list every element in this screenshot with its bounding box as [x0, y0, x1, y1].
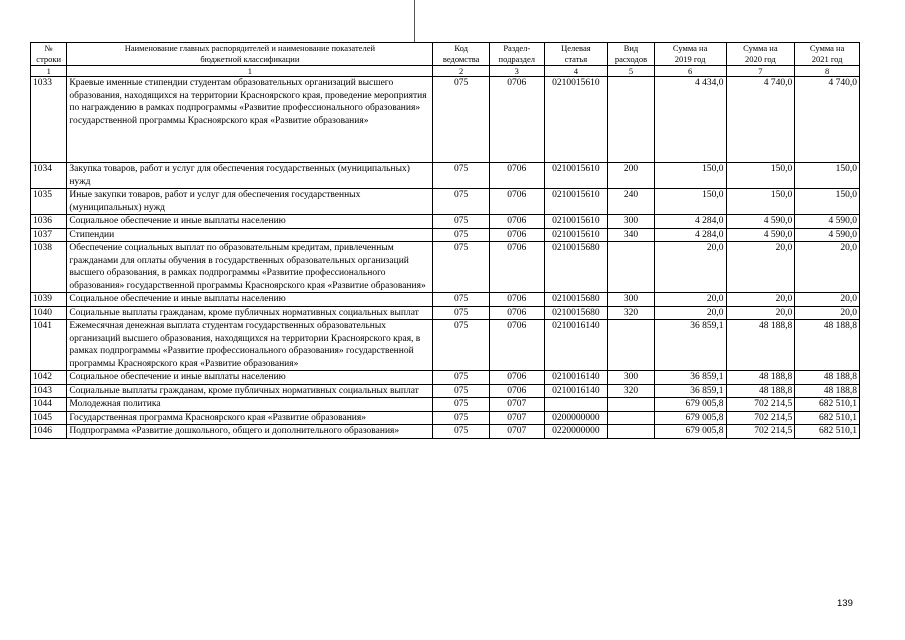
column-number: 1 [67, 66, 433, 77]
row-section: 0706 [489, 371, 544, 385]
row-expense-type [608, 425, 655, 439]
row-sum-2021: 682 510,1 [795, 411, 860, 425]
column-number: 1 [31, 66, 67, 77]
table-row [31, 163, 860, 189]
scan-artifact-line [414, 0, 415, 42]
row-expense-type: 300 [608, 215, 655, 229]
row-sum-2020: 20,0 [726, 293, 795, 307]
row-name: Социальное обеспечение и иные выплаты населению [67, 293, 433, 307]
row-target-article: 0210015610 [544, 215, 608, 229]
header-sum-2020: Сумма на 2020 год [726, 43, 795, 66]
row-dept-code: 075 [433, 371, 490, 385]
row-number: 1042 [31, 371, 67, 385]
row-dept-code: 075 [433, 320, 490, 371]
row-name: Социальное обеспечение и иные выплаты населению [67, 371, 433, 385]
row-sum-2020: 4 740,0 [726, 77, 795, 163]
row-sum-2019: 679 005,8 [654, 398, 726, 412]
row-name: Подпрограмма «Развитие дошкольного, общего и дополнительного образования» [67, 425, 433, 439]
header-dept-code: Код ведомства [433, 43, 490, 66]
row-target-article: 0200000000 [544, 411, 608, 425]
row-number: 1033 [31, 77, 67, 163]
row-section: 0706 [489, 77, 544, 163]
header-row [31, 43, 860, 66]
row-sum-2019: 36 859,1 [654, 371, 726, 385]
row-sum-2019: 20,0 [654, 293, 726, 307]
row-sum-2020: 150,0 [726, 163, 795, 189]
row-sum-2021: 20,0 [795, 293, 860, 307]
row-dept-code: 075 [433, 163, 490, 189]
row-number: 1046 [31, 425, 67, 439]
row-dept-code: 075 [433, 425, 490, 439]
budget-table [30, 42, 860, 439]
row-expense-type: 340 [608, 228, 655, 242]
row-sum-2019: 4 284,0 [654, 215, 726, 229]
row-dept-code: 075 [433, 411, 490, 425]
row-name: Социальные выплаты гражданам, кроме публичных нормативных социальных выплат [67, 306, 433, 320]
row-expense-type: 200 [608, 163, 655, 189]
row-sum-2021: 682 510,1 [795, 398, 860, 412]
row-sum-2019: 4 284,0 [654, 228, 726, 242]
row-sum-2021: 4 590,0 [795, 215, 860, 229]
row-dept-code: 075 [433, 293, 490, 307]
row-sum-2020: 20,0 [726, 242, 795, 293]
table-row [31, 242, 860, 293]
row-section: 0706 [489, 189, 544, 215]
row-section: 0706 [489, 215, 544, 229]
row-expense-type [608, 398, 655, 412]
column-number: 5 [608, 66, 655, 77]
row-sum-2019: 150,0 [654, 189, 726, 215]
row-name: Стипендии [67, 228, 433, 242]
row-section: 0706 [489, 306, 544, 320]
row-number: 1037 [31, 228, 67, 242]
row-sum-2021: 150,0 [795, 163, 860, 189]
row-section: 0706 [489, 320, 544, 371]
row-sum-2019: 36 859,1 [654, 384, 726, 398]
row-sum-2020: 702 214,5 [726, 425, 795, 439]
table-row [31, 384, 860, 398]
column-number: 4 [544, 66, 608, 77]
row-sum-2021: 20,0 [795, 306, 860, 320]
header-target-article: Целевая статья [544, 43, 608, 66]
row-section: 0706 [489, 228, 544, 242]
row-dept-code: 075 [433, 306, 490, 320]
row-section: 0706 [489, 293, 544, 307]
header-section: Раздел- подраздел [489, 43, 544, 66]
row-target-article: 0210015680 [544, 293, 608, 307]
row-sum-2019: 4 434,0 [654, 77, 726, 163]
row-name: Иные закупки товаров, работ и услуг для обеспечения государственных (муниципальных) нужд [67, 189, 433, 215]
table-row [31, 215, 860, 229]
column-number: 7 [726, 66, 795, 77]
row-name: Обеспечение социальных выплат по образовательным кредитам, привлеченным гражданами для оплаты обучения в государственных образовательных организаций высшего образования, в рамках подпрограммы «Развитие профессионального образования» государственной программы Красноярского края «Развитие образования» [67, 242, 433, 293]
row-dept-code: 075 [433, 189, 490, 215]
row-expense-type: 300 [608, 293, 655, 307]
row-dept-code: 075 [433, 228, 490, 242]
row-expense-type: 240 [608, 189, 655, 215]
row-expense-type [608, 411, 655, 425]
header-sum-2021: Сумма на 2021 год [795, 43, 860, 66]
row-dept-code: 075 [433, 384, 490, 398]
row-number: 1040 [31, 306, 67, 320]
row-target-article: 0210015680 [544, 306, 608, 320]
row-number: 1034 [31, 163, 67, 189]
table-row [31, 320, 860, 371]
row-section: 0707 [489, 411, 544, 425]
row-sum-2019: 20,0 [654, 306, 726, 320]
row-sum-2021: 48 188,8 [795, 320, 860, 371]
row-sum-2020: 48 188,8 [726, 371, 795, 385]
row-name: Краевые именные стипендии студентам образовательных организаций высшего образования, находящихся на территории Красноярского края, проведение мероприятия по награждению в рамках подпрограммы «Развитие профессионального образования» государственной программы Красноярского края «Развитие образования» [67, 77, 433, 163]
page-number: 139 [837, 598, 853, 609]
table-row [31, 306, 860, 320]
row-section: 0706 [489, 384, 544, 398]
row-sum-2021: 150,0 [795, 189, 860, 215]
row-expense-type: 320 [608, 306, 655, 320]
row-number: 1044 [31, 398, 67, 412]
row-sum-2021: 48 188,8 [795, 384, 860, 398]
row-sum-2020: 48 188,8 [726, 384, 795, 398]
column-number: 3 [489, 66, 544, 77]
column-number: 2 [433, 66, 490, 77]
row-section: 0707 [489, 425, 544, 439]
row-target-article: 0210015610 [544, 163, 608, 189]
row-expense-type [608, 242, 655, 293]
row-expense-type: 300 [608, 371, 655, 385]
row-sum-2019: 150,0 [654, 163, 726, 189]
row-expense-type [608, 320, 655, 371]
row-sum-2019: 36 859,1 [654, 320, 726, 371]
row-dept-code: 075 [433, 242, 490, 293]
table-row [31, 293, 860, 307]
row-section: 0706 [489, 163, 544, 189]
row-target-article: 0210016140 [544, 384, 608, 398]
header-row-number: № строки [31, 43, 67, 66]
row-target-article: 0220000000 [544, 425, 608, 439]
row-sum-2020: 48 188,8 [726, 320, 795, 371]
table-row [31, 189, 860, 215]
row-name: Социальное обеспечение и иные выплаты населению [67, 215, 433, 229]
row-number: 1041 [31, 320, 67, 371]
row-target-article [544, 398, 608, 412]
row-target-article: 0210015610 [544, 77, 608, 163]
row-target-article: 0210015610 [544, 228, 608, 242]
row-section: 0706 [489, 242, 544, 293]
row-dept-code: 075 [433, 215, 490, 229]
row-target-article: 0210015680 [544, 242, 608, 293]
table-row [31, 371, 860, 385]
header-name: Наименование главных распорядителей и наименование показателей бюджетной классификации [67, 43, 433, 66]
row-expense-type [608, 77, 655, 163]
row-sum-2019: 20,0 [654, 242, 726, 293]
row-number: 1043 [31, 384, 67, 398]
row-sum-2021: 682 510,1 [795, 425, 860, 439]
table-row [31, 77, 860, 163]
row-dept-code: 075 [433, 77, 490, 163]
row-name: Молодежная политика [67, 398, 433, 412]
row-number: 1045 [31, 411, 67, 425]
row-sum-2020: 4 590,0 [726, 215, 795, 229]
row-number: 1036 [31, 215, 67, 229]
row-dept-code: 075 [433, 398, 490, 412]
row-name: Ежемесячная денежная выплата студентам государственных образовательных организаций высшего образования, находящихся на территории Красноярского края, в рамках подпрограммы «Развитие профессионального образования» государственной программы Красноярского края «Развитие образования» [67, 320, 433, 371]
row-number: 1038 [31, 242, 67, 293]
column-number: 6 [654, 66, 726, 77]
row-sum-2020: 4 590,0 [726, 228, 795, 242]
table-row [31, 425, 860, 439]
row-target-article: 0210015610 [544, 189, 608, 215]
column-number: 8 [795, 66, 860, 77]
row-sum-2020: 702 214,5 [726, 411, 795, 425]
table-row [31, 411, 860, 425]
row-sum-2021: 20,0 [795, 242, 860, 293]
column-number-row [31, 66, 860, 77]
row-section: 0707 [489, 398, 544, 412]
row-name: Государственная программа Красноярского края «Развитие образования» [67, 411, 433, 425]
row-sum-2020: 20,0 [726, 306, 795, 320]
row-target-article: 0210016140 [544, 320, 608, 371]
header-sum-2019: Сумма на 2019 год [654, 43, 726, 66]
row-expense-type: 320 [608, 384, 655, 398]
row-sum-2019: 679 005,8 [654, 411, 726, 425]
row-sum-2019: 679 005,8 [654, 425, 726, 439]
row-name: Закупка товаров, работ и услуг для обеспечения государственных (муниципальных) нужд [67, 163, 433, 189]
header-expense-type: Вид расходов [608, 43, 655, 66]
table-row [31, 228, 860, 242]
row-name: Социальные выплаты гражданам, кроме публичных нормативных социальных выплат [67, 384, 433, 398]
row-sum-2020: 702 214,5 [726, 398, 795, 412]
row-sum-2021: 4 740,0 [795, 77, 860, 163]
row-target-article: 0210016140 [544, 371, 608, 385]
table-row [31, 398, 860, 412]
row-sum-2021: 48 188,8 [795, 371, 860, 385]
row-sum-2021: 4 590,0 [795, 228, 860, 242]
row-number: 1035 [31, 189, 67, 215]
row-number: 1039 [31, 293, 67, 307]
row-sum-2020: 150,0 [726, 189, 795, 215]
